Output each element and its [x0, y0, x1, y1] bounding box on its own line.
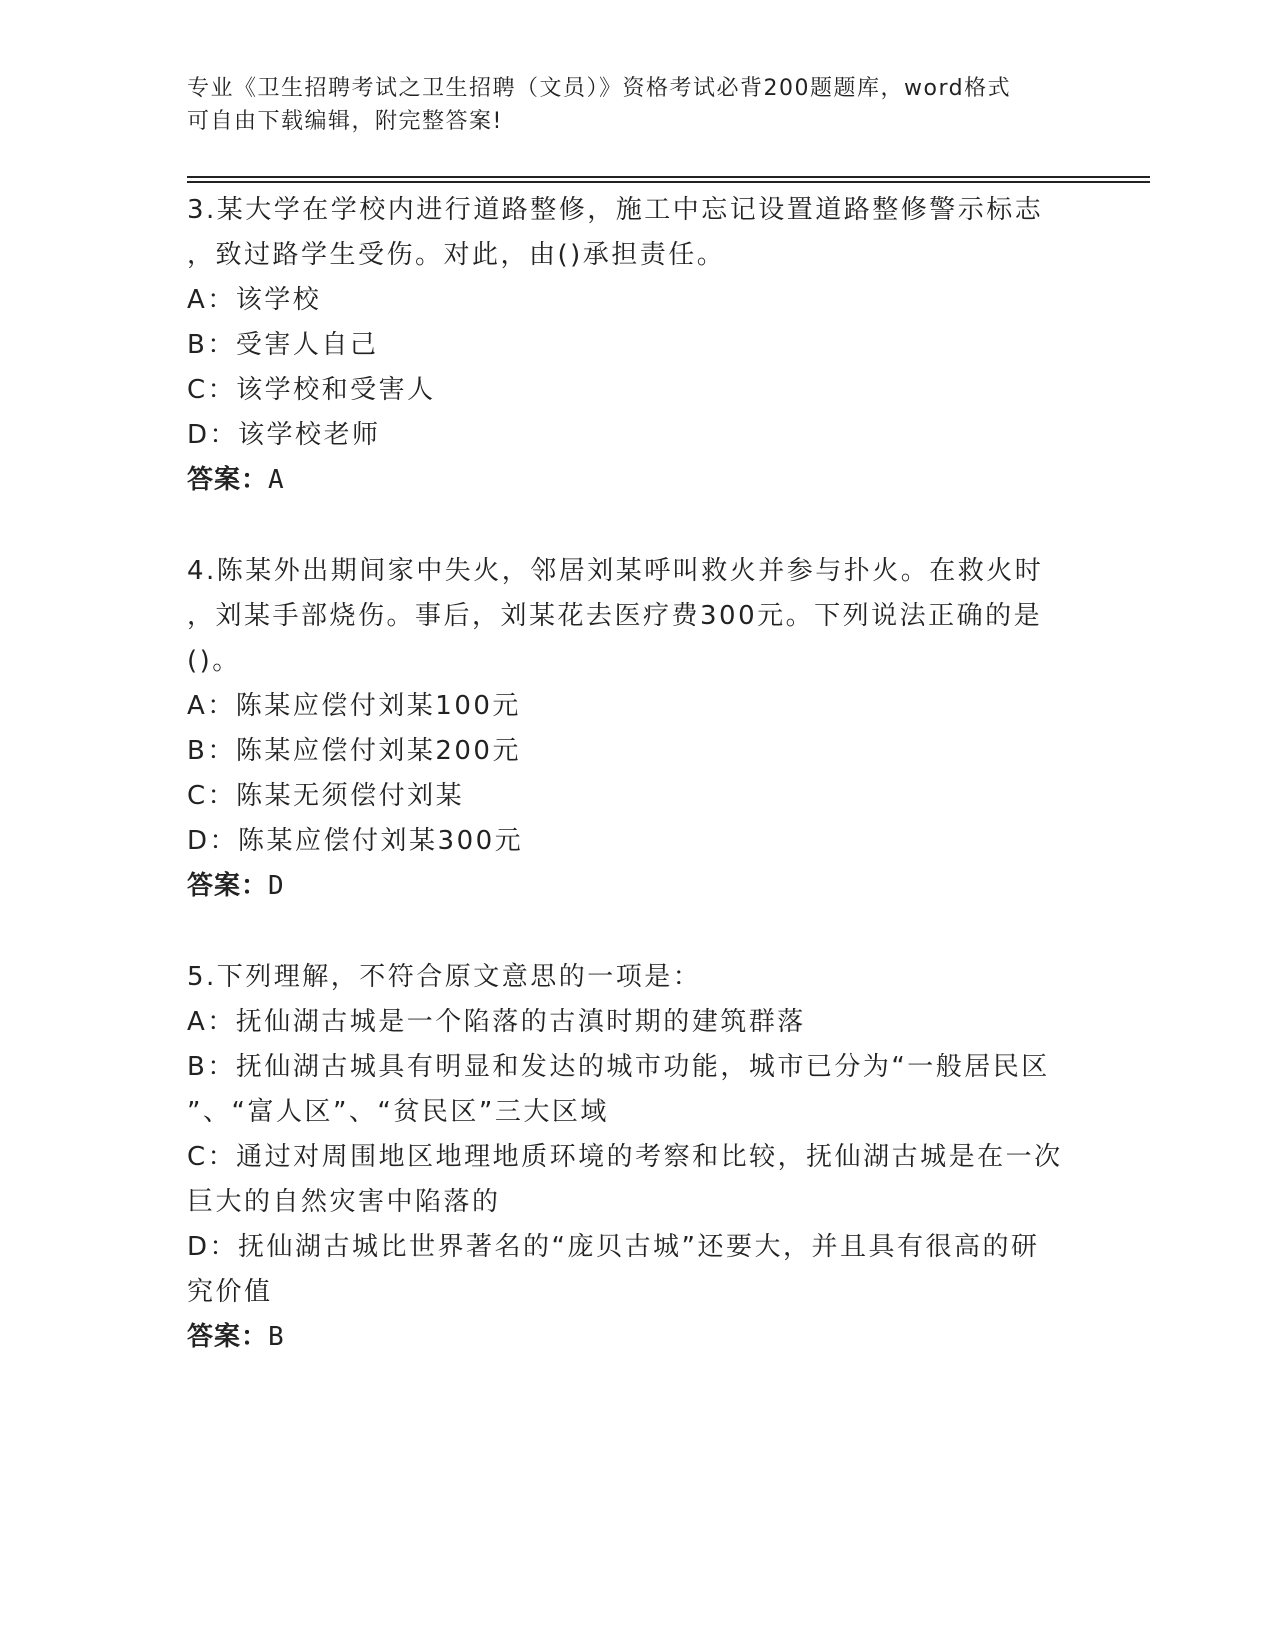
question-stem-line: ，致过路学生受伤。对此，由()承担责任。: [187, 240, 726, 270]
option-c: C：通过对周围地区地理地质环境的考察和比较，抚仙湖古城是在一次: [187, 1142, 1063, 1172]
document-header: [187, 72, 1087, 138]
question-stem-line: 5.下列理解，不符合原文意思的一项是：: [187, 962, 702, 992]
header-line-1: 专业《卫生招聘考试之卫生招聘（文员）》资格考试必背200题题库，word格式: [187, 76, 1012, 101]
option-b: B：受害人自己: [187, 330, 379, 360]
option-a: A：抚仙湖古城是一个陷落的古滇时期的建筑群落: [187, 1007, 806, 1037]
header-rule-bottom: [187, 181, 1150, 183]
option-c-continued: 巨大的自然灾害中陷落的: [187, 1187, 501, 1217]
option-d: D：该学校老师: [187, 420, 381, 450]
answer-value: B: [268, 1322, 285, 1352]
option-a: A：该学校: [187, 285, 322, 315]
answer-line: [187, 1315, 1087, 1360]
answer-label: 答案：: [187, 871, 269, 901]
question-spacer: [187, 909, 1087, 955]
question-block: [187, 955, 1087, 1360]
option-a: A：陈某应偿付刘某100元: [187, 691, 521, 721]
header-line-2: 可自由下载编辑，附完整答案!: [187, 109, 503, 134]
answer-label: 答案：: [187, 465, 269, 495]
option-d: D：抚仙湖古城比世界著名的“庞贝古城”还要大，并且具有很高的研: [187, 1232, 1040, 1262]
option-c: C：该学校和受害人: [187, 375, 436, 405]
question-block: [187, 549, 1087, 909]
question-list: [187, 188, 1087, 1360]
answer-value: D: [268, 871, 285, 901]
option-d: D：陈某应偿付刘某300元: [187, 826, 524, 856]
option-b: B：陈某应偿付刘某200元: [187, 736, 521, 766]
question-stem-line: 4.陈某外出期间家中失火，邻居刘某呼叫救火并参与扑火。在救火时: [187, 556, 1044, 586]
question-stem-line: 3.某大学在学校内进行道路整修，施工中忘记设置道路整修警示标志: [187, 195, 1044, 225]
question-spacer: [187, 503, 1087, 549]
header-rule-top: [187, 176, 1150, 178]
answer-line: [187, 458, 1087, 503]
answer-line: [187, 864, 1087, 909]
question-block: [187, 188, 1087, 503]
question-stem-line: ()。: [187, 646, 241, 676]
option-b-continued: ”、“富人区”、“贫民区”三大区域: [187, 1097, 609, 1127]
answer-label: 答案：: [187, 1322, 269, 1352]
option-d-continued: 究价值: [187, 1277, 273, 1307]
question-stem-line: ，刘某手部烧伤。事后，刘某花去医疗费300元。下列说法正确的是: [187, 601, 1043, 631]
answer-value: A: [268, 465, 285, 495]
option-b: B：抚仙湖古城具有明显和发达的城市功能，城市已分为“一般居民区: [187, 1052, 1050, 1082]
option-c: C：陈某无须偿付刘某: [187, 781, 465, 811]
